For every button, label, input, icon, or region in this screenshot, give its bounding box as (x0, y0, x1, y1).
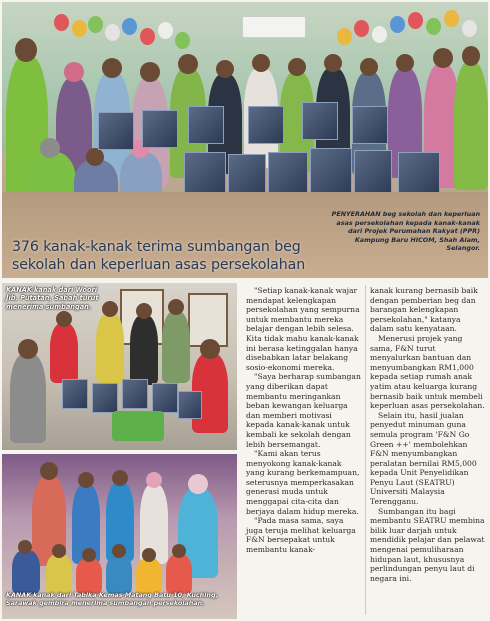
balloon (140, 28, 155, 45)
article-paragraph: Menerusi projek yang sama, F&N turut menyalurkan bantuan dan menyumbangkan RM1,000 kepada setiap rumah anak yatim atau keluarga kurang bernasib baik untuk membeli keperluan asas persekolahan. (370, 333, 485, 411)
person-head (142, 548, 156, 562)
person (454, 62, 488, 190)
balloon (88, 16, 103, 33)
person-head (360, 58, 378, 76)
balloon (372, 26, 387, 43)
person-head (396, 54, 414, 72)
person-head (200, 339, 220, 359)
person-head (102, 58, 122, 78)
school-bag (310, 148, 352, 196)
person-head (288, 58, 306, 76)
person-head (56, 311, 72, 327)
person-head (324, 54, 342, 72)
person-head (178, 54, 198, 74)
balloon (54, 14, 69, 31)
school-bag (188, 106, 224, 144)
caption-lead: KANAK- (6, 286, 34, 294)
school-bag (352, 106, 388, 144)
balloon (354, 20, 369, 37)
person-head (188, 474, 208, 494)
caption-body: kanak dari Woori Jib, Putatan, Sabah turut menerima sumbangan. (6, 286, 99, 311)
balloon (444, 10, 459, 27)
balloon (337, 28, 352, 45)
person (106, 554, 132, 594)
school-bag (122, 379, 148, 409)
article-headline: 376 kanak-kanak terima sumbangan beg sekolah dan keperluan asas persekolahan (12, 239, 306, 273)
person-head (140, 62, 160, 82)
person-head (40, 462, 58, 480)
school-bag (152, 383, 178, 413)
article-paragraph: Selain itu, hasil jualan penyedut minuman guna semula program 'F&N Go Green ++' membolehkan F&N menyumbangkan peralatan bernilai RM5,000 kepada Unit Penyelidikan Penyu Laut (SEATRU) Universiti Malaysia Terengganu. (370, 410, 477, 507)
article-column-1 (246, 286, 362, 555)
school-bag (354, 150, 392, 196)
hero-photo (2, 2, 488, 278)
person-head (216, 60, 234, 78)
person-head (52, 544, 66, 558)
school-bag (92, 383, 118, 413)
balloon (72, 20, 87, 37)
person-head (64, 62, 84, 82)
school-bag (302, 102, 338, 140)
photo-tabika-kemas (2, 454, 237, 619)
person (96, 313, 124, 383)
gift-pile (112, 411, 164, 441)
article-paragraph: "Saya berharap sumbangan yang diberikan dapat membantu meringankan beban kewangan keluarga dan memberi motivasi kepada kanak-kanak untuk kembali ke sekolah dengan lebih bersemangat. (246, 372, 361, 449)
article-paragraph: "Kami akan terus menyokong kanak-kanak yang kurang berkemampuan, seterusnya memperkasakan generasi muda untuk menggapai cita-cita dan berjaya dalam hidup mereka. (246, 449, 360, 516)
person (46, 554, 72, 594)
balloon (462, 20, 477, 37)
article-paragraph: kanak kurang bernasib baik dengan pemberian beg dan barangan kelengkapan persekolahan," katanya dalam satu kenyataan. (370, 286, 478, 334)
balloon (175, 32, 190, 49)
school-bag (248, 106, 284, 144)
balloon (390, 16, 405, 33)
hero-photo-caption (330, 210, 480, 253)
person-head (136, 303, 152, 319)
school-bag (98, 112, 134, 150)
balloon (408, 12, 423, 29)
caption-body: kanak dari Tabika Kemas Matang Batu 10, Kuching, Sarawak gembira menerima sumbangan persekolahan. (6, 591, 218, 608)
person (12, 550, 40, 594)
balloon (105, 24, 120, 41)
balloon (426, 18, 441, 35)
person (10, 353, 46, 443)
person (50, 323, 78, 383)
person-head (78, 472, 94, 488)
person (162, 311, 190, 383)
person (166, 554, 192, 594)
person-head (86, 148, 104, 166)
caption-lead: PENYERAHAN (331, 210, 381, 218)
person-head (18, 339, 38, 359)
article-paragraph: "Pada masa sama, saya juga teruja melihat keluarga F&N bersepakat untuk membantu kanak- (246, 516, 356, 555)
photo-woori-jib (2, 283, 237, 450)
person (136, 558, 162, 594)
person-head (112, 470, 128, 486)
school-bag (62, 379, 88, 409)
photo-tabika-kemas-caption (6, 591, 234, 608)
school-bag (142, 110, 178, 148)
person-head (82, 548, 96, 562)
person-head (252, 54, 270, 72)
person-head (146, 472, 162, 488)
caption-lead: KANAK- (6, 591, 34, 599)
air-conditioner (242, 16, 306, 38)
person-head (40, 138, 60, 158)
person-head (15, 38, 37, 62)
caption-body: beg sekolah dan keperluan asas persekolahan kepada kanak-kanak dari Projek Perumahan Rakyat (PPR) Kampung Baru HICOM, Shah Alam, Selangor. (336, 210, 480, 253)
person-head (112, 544, 126, 558)
person-head (168, 299, 184, 315)
person-head (18, 540, 32, 554)
person (130, 315, 158, 385)
column-divider (365, 285, 366, 615)
photo-woori-jib-caption (6, 286, 106, 311)
person-head (433, 48, 453, 68)
article-column-2 (370, 286, 486, 583)
balloon (122, 18, 137, 35)
article-paragraph: "Setiap kanak-kanak wajar mendapat kelengkapan persekolahan yang sempurna untuk membantu mereka belajar dengan lebih selesa. Kita tidak mahu kanak-kanak ini berasa ketinggalan hanya disebabkan latar belakang sosio-ekonomi mereka. (246, 286, 360, 372)
school-bag (178, 391, 202, 419)
person-head (172, 544, 186, 558)
person (76, 558, 102, 594)
article-paragraph: Sumbangan itu bagi membantu SEATRU membina bilik luar darjah untuk mendidik pelajar dan pelawat mengenai pemuliharaan hidupan laut, khususnya perlindungan penyu laut di negara ini. (370, 506, 485, 583)
balloon (158, 22, 173, 39)
person-head (462, 46, 480, 66)
